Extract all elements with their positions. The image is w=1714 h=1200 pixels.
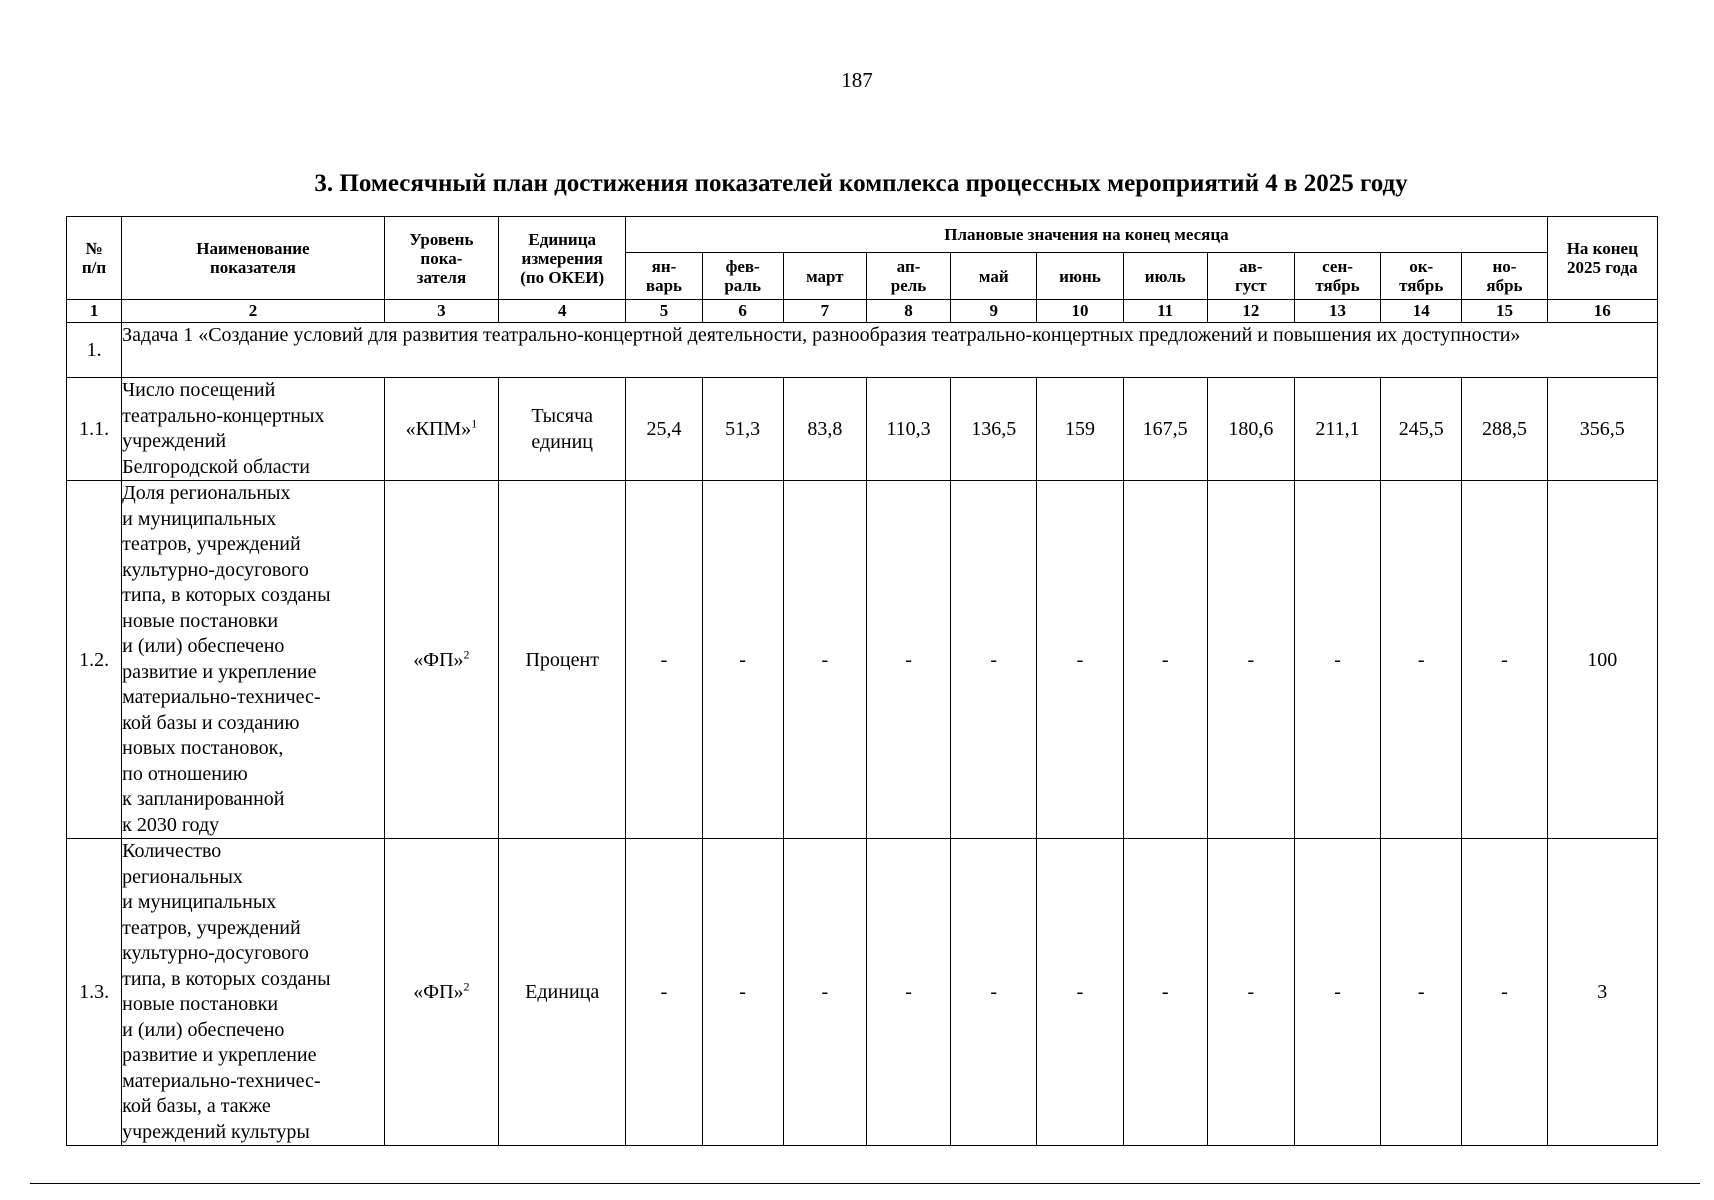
footnote-mark: 2 [463,979,470,994]
header-month: ав- густ [1207,253,1294,300]
monthly-value: 51,3 [702,378,783,481]
header-year-end: На конец 2025 года [1547,217,1657,300]
indicator-unit: Процент [499,481,626,839]
header-level: Уровень пока- зателя [384,217,498,300]
page-number: 187 [841,68,873,92]
column-number: 10 [1037,300,1123,323]
monthly-value: - [1037,839,1123,1146]
monthly-value: - [783,839,866,1146]
indicator-level-text: «ФП» [413,648,464,671]
bottom-rule [30,1183,1700,1184]
indicator-level-text: «ФП» [413,981,464,1003]
monthly-value: 110,3 [866,378,950,481]
monthly-value: 167,5 [1123,378,1207,481]
monthly-value: 180,6 [1207,378,1294,481]
header-month: ок- тябрь [1381,253,1462,300]
task-text: Задача 1 «Создание условий для развития театрально-концертной деятельности, разнообразия театрально-концертных предложений и повышения их доступности» [122,323,1658,378]
monthly-value: 211,1 [1294,378,1380,481]
indicator-level [384,839,498,1146]
header-unit: Единица измерения (по ОКЕИ) [499,217,626,300]
indicator-num: 1.2. [67,481,122,839]
monthly-value: - [866,839,950,1146]
indicator-row [67,378,1658,481]
year-end-value: 100 [1547,481,1657,839]
table-header-row [67,217,1658,253]
header-month: фев- раль [702,253,783,300]
indicator-level-text: «КПМ» [405,418,472,440]
indicator-num: 1.3. [67,839,122,1146]
page-title: 3. Помесячный план достижения показателей комплекса процессных мероприятий 4 в 2025 году [314,170,1408,197]
column-number: 5 [626,300,702,323]
footnote-mark: 1 [471,416,478,431]
task-row [67,323,1658,378]
column-number: 11 [1123,300,1207,323]
indicators-plan-table [66,216,1658,1146]
header-name: Наименование показателя [122,217,385,300]
monthly-value: - [626,481,702,839]
column-number: 7 [783,300,866,323]
task-num: 1. [67,323,122,378]
column-number: 16 [1547,300,1657,323]
monthly-value: - [702,839,783,1146]
monthly-value: - [1294,839,1380,1146]
monthly-value: - [951,839,1037,1146]
indicator-unit: Тысяча единиц [499,378,626,481]
column-number: 1 [67,300,122,323]
monthly-value: - [702,481,783,839]
header-month: но- ябрь [1462,253,1547,300]
monthly-value: - [1123,481,1207,839]
header-month: май [951,253,1037,300]
footnote-mark: 2 [463,646,470,661]
year-end-value: 3 [1547,839,1657,1146]
indicator-name: Доля региональных и муниципальных театров, учреждений культурно-досугового типа, в которых созданы новые постановки и (или) обеспечено развитие и укрепление материально-техничес- кой базы и созданию новых постановок, по отношению к запланированной к 2030 году [122,481,385,839]
header-month: ян- варь [626,253,702,300]
monthly-value: - [1462,481,1547,839]
monthly-value: 83,8 [783,378,866,481]
monthly-value: - [1207,839,1294,1146]
header-num: № п/п [67,217,122,300]
column-numbers-row [67,300,1658,323]
indicator-level [384,378,498,481]
header-month: март [783,253,866,300]
monthly-value: 136,5 [951,378,1037,481]
column-number: 8 [866,300,950,323]
column-number: 12 [1207,300,1294,323]
monthly-value: - [626,839,702,1146]
indicator-level [384,481,498,839]
indicator-name: Число посещений театрально-концертных учреждений Белгородской области [122,378,385,481]
monthly-value: - [1294,481,1380,839]
column-number: 3 [384,300,498,323]
monthly-value: 288,5 [1462,378,1547,481]
column-number: 4 [499,300,626,323]
header-plan-group: Плановые значения на конец месяца [626,217,1547,253]
header-month: ап- рель [866,253,950,300]
indicator-unit: Единица [499,839,626,1146]
column-number: 9 [951,300,1037,323]
column-number: 15 [1462,300,1547,323]
header-month: июнь [1037,253,1123,300]
column-number: 2 [122,300,385,323]
monthly-value: - [1381,481,1462,839]
monthly-value: - [1123,839,1207,1146]
monthly-value: - [951,481,1037,839]
monthly-value: - [1207,481,1294,839]
monthly-value: - [1381,839,1462,1146]
year-end-value: 356,5 [1547,378,1657,481]
monthly-value: - [1037,481,1123,839]
monthly-value: - [1462,839,1547,1146]
column-number: 6 [702,300,783,323]
indicator-name: Количество региональных и муниципальных театров, учреждений культурно-досугового типа, в которых созданы новые постановки и (или) обеспечено развитие и укрепление материально-техничес- кой базы, а также учреждений культуры [122,839,385,1146]
monthly-value: 159 [1037,378,1123,481]
header-month: июль [1123,253,1207,300]
column-number: 14 [1381,300,1462,323]
indicator-row [67,481,1658,839]
indicator-row [67,839,1658,1146]
header-month: сен- тябрь [1294,253,1380,300]
indicator-num: 1.1. [67,378,122,481]
monthly-value: 25,4 [626,378,702,481]
monthly-value: - [783,481,866,839]
monthly-value: 245,5 [1381,378,1462,481]
column-number: 13 [1294,300,1380,323]
monthly-value: - [866,481,950,839]
